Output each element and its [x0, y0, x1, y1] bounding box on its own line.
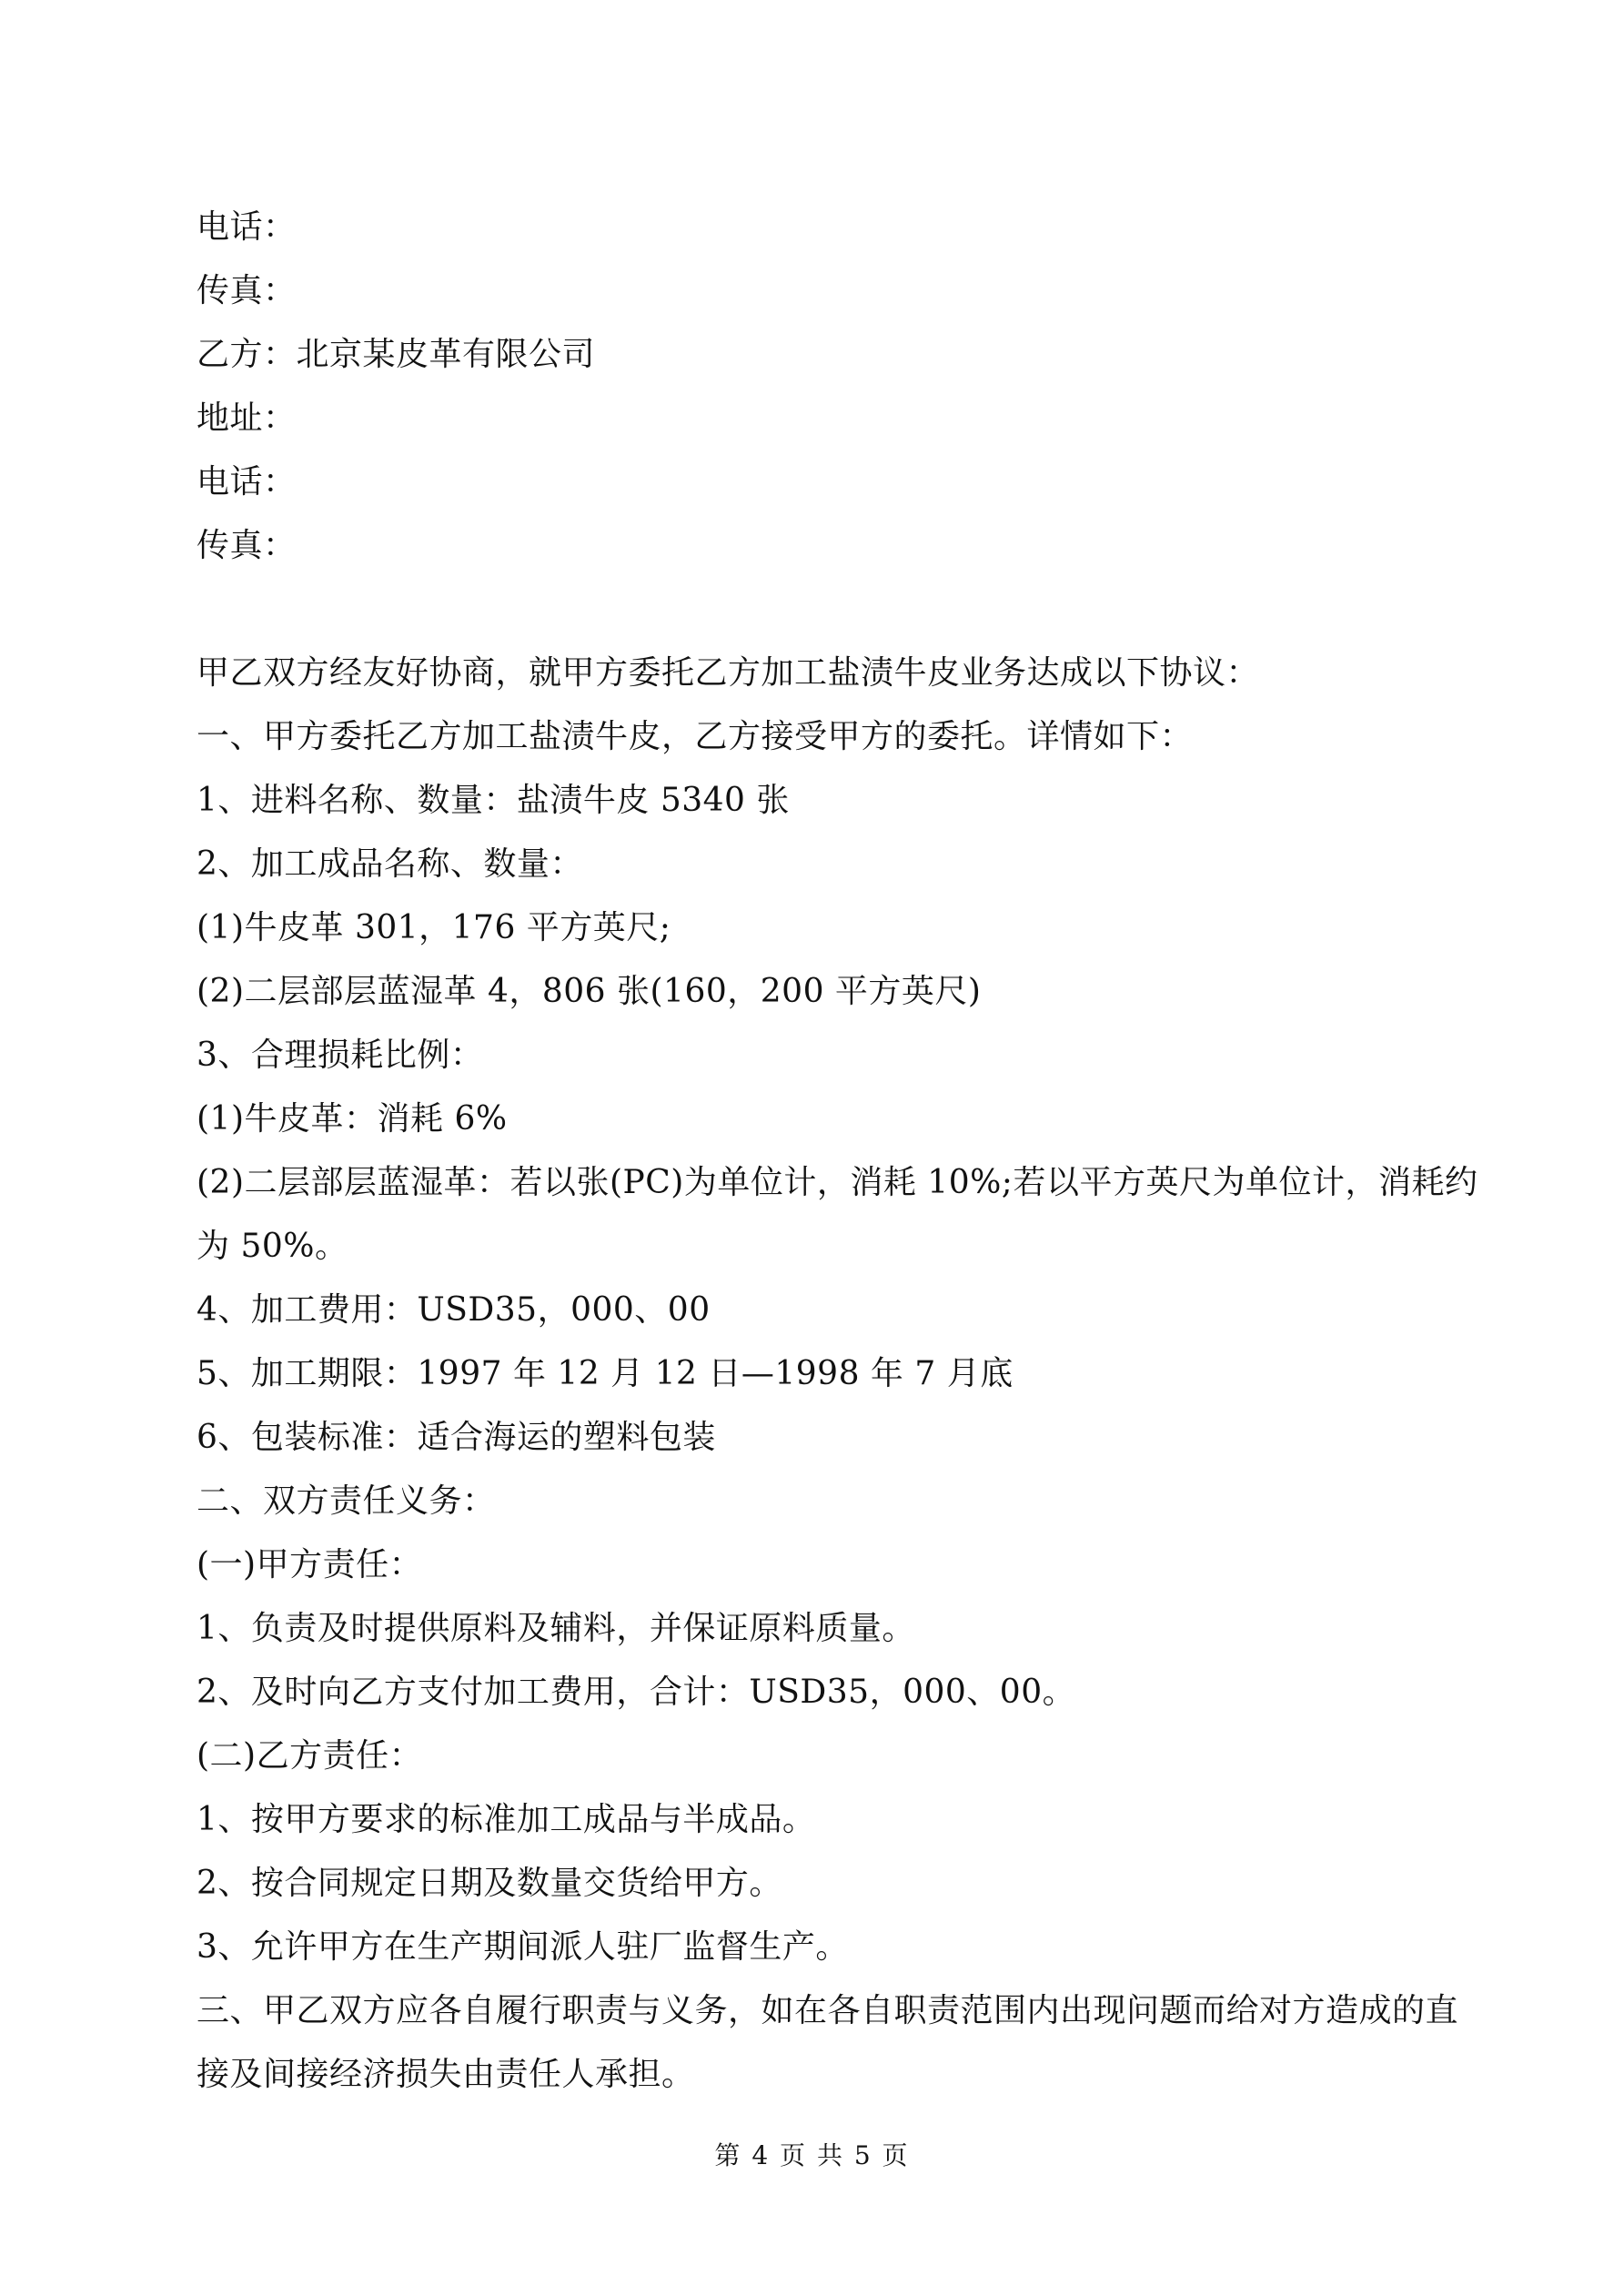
- section-2-heading: 二、双方责任义务：: [197, 1482, 496, 1520]
- section-1-item-3: 3、合理损耗比例：: [197, 1037, 484, 1074]
- section-1-item-3b-line-2: 为 50%。: [197, 1228, 348, 1265]
- section-2a-heading: (一)甲方责任：: [197, 1546, 423, 1583]
- section-2a-item-1: 1、负责及时提供原料及辅料，并保证原料质量。: [197, 1610, 915, 1647]
- section-1-item-6: 6、包装标准：适合海运的塑料包装: [197, 1419, 716, 1456]
- section-1-item-1: 1、进料名称、数量：盐渍牛皮 5340 张: [197, 782, 790, 819]
- section-1-item-2b: (2)二层部层蓝湿革 4，806 张(160，200 平方英尺): [197, 973, 982, 1010]
- section-1-item-2: 2、加工成品名称、数量：: [197, 845, 583, 883]
- section-2a-item-2: 2、及时向乙方支付加工费用，合计：USD35，000、00。: [197, 1674, 1076, 1711]
- party-a-phone: 电话：: [197, 208, 297, 246]
- page-number-footer: 第 4 页 共 5 页: [714, 2140, 910, 2170]
- section-1-item-5: 5、加工期限：1997 年 12 月 12 日—1998 年 7 月底: [197, 1355, 1014, 1392]
- section-2b-item-3: 3、允许甲方在生产期间派人驻厂监督生产。: [197, 1928, 849, 1966]
- section-1-item-3a: (1)牛皮革：消耗 6%: [197, 1100, 508, 1138]
- party-b-fax: 传真：: [197, 527, 297, 564]
- agreement-intro: 甲乙双方经友好协商，就甲方委托乙方加工盐渍牛皮业务达成以下协议：: [197, 654, 1260, 692]
- section-1-item-4: 4、加工费用：USD35，000、00: [197, 1291, 711, 1329]
- section-2b-heading: (二)乙方责任：: [197, 1737, 423, 1775]
- party-a-fax: 传真：: [197, 272, 297, 309]
- party-b-name: 乙方：北京某皮革有限公司: [197, 336, 596, 373]
- party-b-address: 地址：: [197, 400, 297, 437]
- section-1-item-3b-line-1: (2)二层部层蓝湿革：若以张(PC)为单位计，消耗 10%;若以平方英尺为单位计，消耗约: [197, 1164, 1478, 1201]
- section-3-line-2: 接及间接经济损失由责任人承担。: [197, 2056, 695, 2093]
- section-1-item-2a: (1)牛皮革 301，176 平方英尺;: [197, 909, 671, 946]
- section-2b-item-1: 1、按甲方要求的标准加工成品与半成品。: [197, 1801, 816, 1838]
- section-2b-item-2: 2、按合同规定日期及数量交货给甲方。: [197, 1865, 782, 1902]
- section-3-line-1: 三、甲乙双方应各自履行职责与义务，如在各自职责范围内出现问题而给对方造成的直: [197, 1992, 1459, 2029]
- section-1-heading: 一、甲方委托乙方加工盐渍牛皮，乙方接受甲方的委托。详情如下：: [197, 718, 1194, 755]
- party-b-phone: 电话：: [197, 463, 297, 501]
